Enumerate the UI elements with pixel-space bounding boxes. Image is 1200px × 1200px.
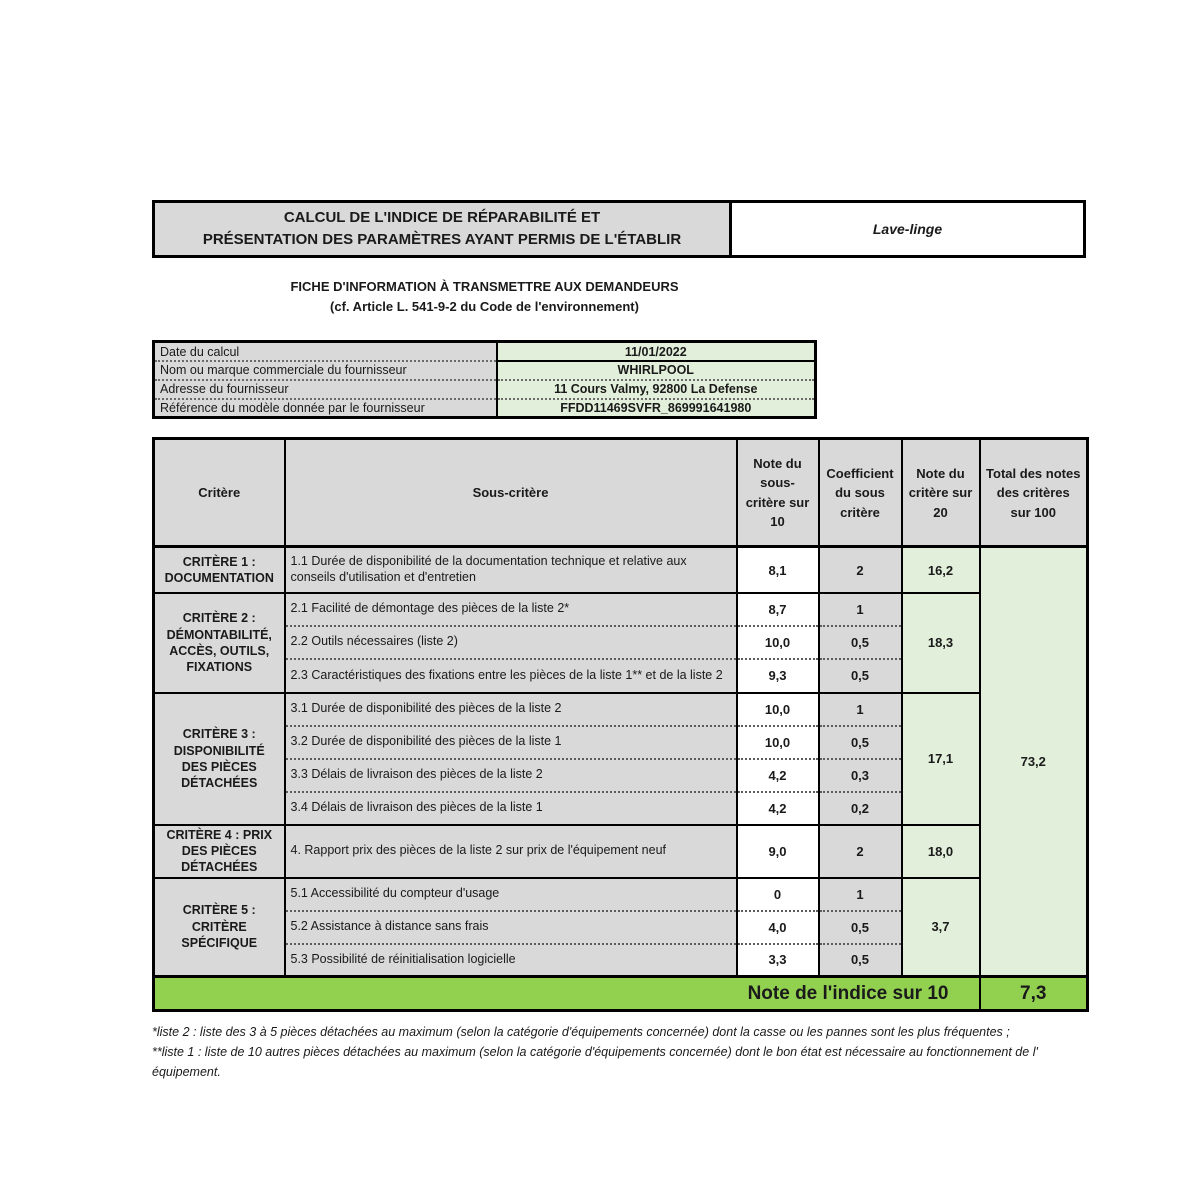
final-index-label: Note de l'indice sur 10 xyxy=(154,977,980,1011)
final-index-value: 7,3 xyxy=(980,977,1088,1011)
subcriterion-1-1-note: 8,1 xyxy=(737,547,819,593)
footnote-liste2: *liste 2 : liste des 3 à 5 pièces détachées au maximum (selon la catégorie d'équipements concernée) dont la casse ou les pannes sont les plus fréquentes ; xyxy=(152,1025,1010,1040)
col-header-total-100: Total des notes des critères sur 100 xyxy=(980,439,1088,547)
subcriterion-2-1-note: 8,7 xyxy=(737,593,819,626)
info-label-date: Date du calcul xyxy=(154,342,497,361)
subcriterion-5-1-label: 5.1 Accessibilité du compteur d'usage xyxy=(285,878,737,911)
info-label-address: Adresse du fournisseur xyxy=(154,380,497,399)
subcriterion-3-1-label: 3.1 Durée de disponibilité des pièces de la liste 2 xyxy=(285,693,737,726)
subcriterion-4-label: 4. Rapport prix des pièces de la liste 2 sur prix de l'équipement neuf xyxy=(285,825,737,878)
subcriterion-2-3-label: 2.3 Caractéristiques des fixations entre les pièces de la liste 1** et de la liste 2 xyxy=(285,659,737,693)
subcriterion-5-2-label: 5.2 Assistance à distance sans frais xyxy=(285,911,737,944)
criterion-4-note20: 18,0 xyxy=(902,825,980,878)
subcriterion-1-1-coef: 2 xyxy=(819,547,902,593)
subtitle-line2: (cf. Article L. 541-9-2 du Code de l'environnement) xyxy=(330,299,639,315)
subcriterion-3-2-note: 10,0 xyxy=(737,726,819,759)
total-score-100: 73,2 xyxy=(980,547,1088,977)
info-value-date: 11/01/2022 xyxy=(497,342,816,361)
subcriterion-2-2-label: 2.2 Outils nécessaires (liste 2) xyxy=(285,626,737,659)
info-row xyxy=(154,342,816,361)
info-value-reference: FFDD11469SVFR_869991641980 xyxy=(497,399,816,418)
supplier-info-table xyxy=(152,340,817,419)
table-row xyxy=(154,693,1088,726)
title-band xyxy=(152,200,1086,258)
subcriterion-5-2-note: 4,0 xyxy=(737,911,819,944)
footnotes xyxy=(152,1022,1086,1082)
col-header-coefficient: Coefficient du sous critère xyxy=(819,439,902,547)
document-title xyxy=(155,203,732,255)
final-index-row xyxy=(154,977,1088,1011)
subcriterion-2-1-label: 2.1 Facilité de démontage des pièces de la liste 2* xyxy=(285,593,737,626)
subcriterion-3-3-label: 3.3 Délais de livraison des pièces de la liste 2 xyxy=(285,759,737,792)
table-row xyxy=(154,593,1088,626)
subcriterion-3-3-note: 4,2 xyxy=(737,759,819,792)
criteria-table xyxy=(152,437,1089,1012)
footnote-liste1: **liste 1 : liste de 10 autres pièces détachées au maximum (selon la catégorie d'équipements concernée) dont le bon état est nécessaire au fonctionnement de l' équipement. xyxy=(152,1045,1038,1080)
subcriterion-1-1-label: 1.1 Durée de disponibilité de la documentation technique et relative aux conseils d'utilisation et d'entretien xyxy=(285,547,737,593)
subcriterion-3-1-note: 10,0 xyxy=(737,693,819,726)
subcriterion-5-1-note: 0 xyxy=(737,878,819,911)
subcriterion-2-2-note: 10,0 xyxy=(737,626,819,659)
document-title-line1: CALCUL DE L'INDICE DE RÉPARABILITÉ ET xyxy=(283,209,601,227)
subcriterion-3-4-coef: 0,2 xyxy=(819,792,902,825)
criteria-table-header xyxy=(154,439,1088,547)
info-value-brand: WHIRLPOOL xyxy=(497,361,816,380)
criterion-3-note20: 17,1 xyxy=(902,693,980,825)
criterion-2-name: CRITÈRE 2 : DÉMONTABILITÉ, ACCÈS, OUTILS, FIXATIONS xyxy=(154,593,285,693)
table-row xyxy=(154,878,1088,911)
criterion-4-name: CRITÈRE 4 : PRIX DES PIÈCES DÉTACHÉES xyxy=(154,825,285,878)
subcriterion-4-coef: 2 xyxy=(819,825,902,878)
subcriterion-5-2-coef: 0,5 xyxy=(819,911,902,944)
info-row xyxy=(154,380,816,399)
subcriterion-3-4-label: 3.4 Délais de livraison des pièces de la liste 1 xyxy=(285,792,737,825)
subcriterion-3-4-note: 4,2 xyxy=(737,792,819,825)
subtitle-line1: FICHE D'INFORMATION À TRANSMETTRE AUX DEMANDEURS xyxy=(290,279,679,294)
subcriterion-2-3-coef: 0,5 xyxy=(819,659,902,693)
product-type: Lave-linge xyxy=(732,203,1083,255)
col-header-note-20: Note du critère sur 20 xyxy=(902,439,980,547)
col-header-critere: Critère xyxy=(154,439,285,547)
table-row xyxy=(154,547,1088,593)
repairability-sheet xyxy=(152,200,1086,1082)
subcriterion-5-1-coef: 1 xyxy=(819,878,902,911)
info-row xyxy=(154,399,816,418)
subcriterion-5-3-label: 5.3 Possibilité de réinitialisation logicielle xyxy=(285,944,737,977)
criterion-1-note20: 16,2 xyxy=(902,547,980,593)
subcriterion-5-3-note: 3,3 xyxy=(737,944,819,977)
criterion-5-note20: 3,7 xyxy=(902,878,980,977)
col-header-sous-critere: Sous-critère xyxy=(285,439,737,547)
subtitle xyxy=(152,277,817,317)
subcriterion-3-3-coef: 0,3 xyxy=(819,759,902,792)
info-label-brand: Nom ou marque commerciale du fournisseur xyxy=(154,361,497,380)
criterion-5-name: CRITÈRE 5 : CRITÈRE SPÉCIFIQUE xyxy=(154,878,285,977)
document-title-line2: PRÉSENTATION DES PARAMÈTRES AYANT PERMIS DE L'ÉTABLIR xyxy=(202,231,682,248)
subcriterion-4-note: 9,0 xyxy=(737,825,819,878)
criterion-3-name: CRITÈRE 3 : DISPONIBILITÉ DES PIÈCES DÉTACHÉES xyxy=(154,693,285,825)
subcriterion-3-2-coef: 0,5 xyxy=(819,726,902,759)
subcriterion-2-1-coef: 1 xyxy=(819,593,902,626)
info-value-address: 11 Cours Valmy, 92800 La Defense xyxy=(497,380,816,399)
criterion-1-name: CRITÈRE 1 : DOCUMENTATION xyxy=(154,547,285,593)
info-row xyxy=(154,361,816,380)
table-row xyxy=(154,825,1088,878)
subcriterion-3-2-label: 3.2 Durée de disponibilité des pièces de la liste 1 xyxy=(285,726,737,759)
criterion-2-note20: 18,3 xyxy=(902,593,980,693)
subcriterion-2-2-coef: 0,5 xyxy=(819,626,902,659)
info-label-reference: Référence du modèle donnée par le fournisseur xyxy=(154,399,497,418)
col-header-note-sous-critere: Note du sous-critère sur 10 xyxy=(737,439,819,547)
subcriterion-5-3-coef: 0,5 xyxy=(819,944,902,977)
subcriterion-3-1-coef: 1 xyxy=(819,693,902,726)
subcriterion-2-3-note: 9,3 xyxy=(737,659,819,693)
